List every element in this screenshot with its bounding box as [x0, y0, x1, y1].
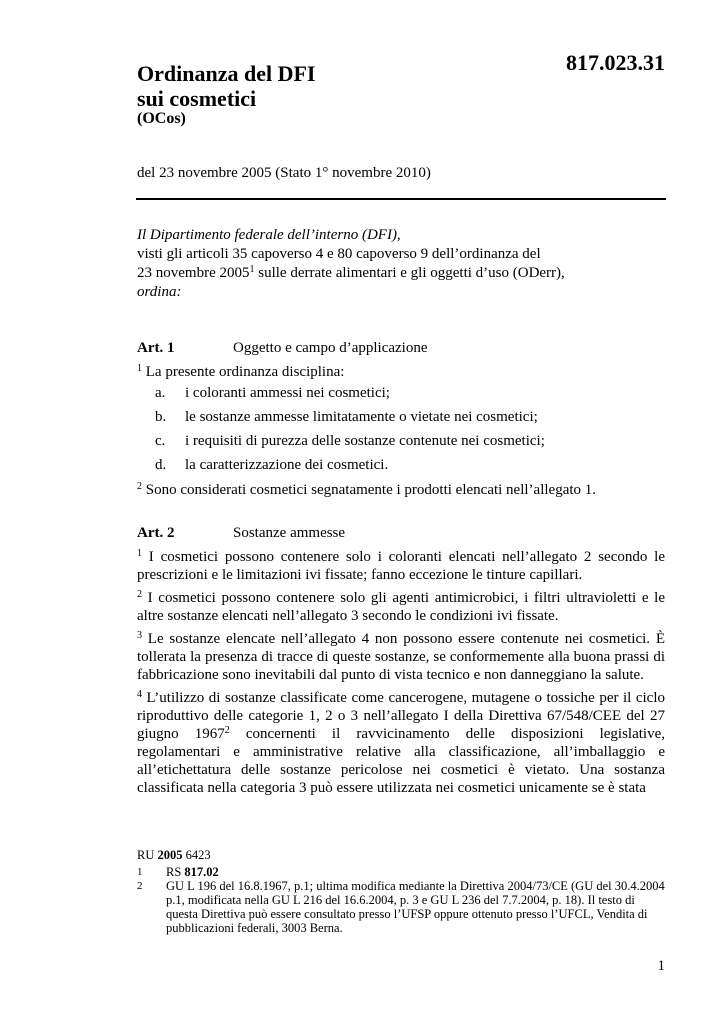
footnotes — [137, 848, 665, 935]
ru-page: 6423 — [182, 848, 211, 862]
footnote-ref-2[interactable]: 2 — [224, 725, 230, 736]
footnote-2 — [137, 879, 665, 935]
header-divider — [136, 198, 666, 200]
article-2-title: Sostanze ammesse — [233, 525, 346, 541]
paragraph-text-continued: concernenti il ravvicinamento delle disposizioni legislative, regolamentari e amministrative relative alla classificazione, all’imballaggio e all’etichettatura delle sostanze pericolose nei cosmetici è vietato. Una sostanza classificata nella categoria 3 può essere utilizzata nei cosmetici unicamente se è stata — [137, 726, 665, 796]
list-letter: d. — [155, 457, 167, 473]
title-line-1: Ordinanza del DFI — [137, 61, 316, 86]
paragraph-number: 4 — [137, 689, 142, 700]
preamble-date: 23 novembre 2005 — [137, 265, 250, 281]
article-2-number: Art. 2 — [137, 525, 175, 541]
paragraph-text: L’utilizzo di sostanze classificate come cancerogene, mutagene o tossiche per il ciclo riproduttivo delle categorie 1, 2 o 3 nell’allegato I della Direttiva 67/548/CEE del 27 giugno 1967 — [137, 690, 665, 742]
list-item — [137, 383, 665, 407]
paragraph-text: La presente ordinanza disciplina: — [142, 364, 345, 380]
article-2-paragraph-4 — [137, 689, 665, 797]
article-2-paragraph-3 — [137, 630, 665, 684]
ru-year: 2005 — [157, 848, 183, 862]
title-abbreviation: (OCos) — [137, 110, 186, 127]
list-item — [137, 455, 665, 479]
article-2-body — [137, 548, 665, 802]
preamble-line-2 — [137, 264, 667, 283]
ru-prefix: RU — [137, 848, 158, 862]
document-title — [137, 61, 315, 111]
footnote-text: GU L 196 del 16.8.1967, p.1; ultima modifica mediante la Direttiva 2004/73/CE (GU del 30.4.2004 p.1, modificata nella GU L 216 del 16.6.2004, p. 3 e GU L 236 del 7.7.2004, p. 18). Il testo di questa Direttiva può essere consultato presso l’UFSP oppure ottenuto presso l’UFCL, Vendita di pubblicazioni federali, 3003 Berna. — [166, 879, 665, 935]
list-letter: b. — [155, 409, 167, 425]
article-1-body — [137, 363, 665, 504]
list-letter: a. — [155, 385, 166, 401]
ru-reference — [137, 848, 665, 862]
footnote-text — [166, 865, 219, 879]
preamble-ref: sulle derrate alimentari e gli oggetti d’uso (ODerr), — [254, 265, 565, 281]
footnote-1 — [137, 865, 665, 879]
date-line: del 23 novembre 2005 (Stato 1° novembre 2010) — [137, 165, 431, 181]
article-2-paragraph-1 — [137, 548, 665, 584]
article-2-heading — [137, 525, 345, 542]
paragraph-text: Sono considerati cosmetici segnatamente i prodotti elencati nell’allegato 1. — [142, 482, 597, 498]
article-1-paragraph-2 — [137, 481, 665, 499]
list-text: la caratterizzazione dei cosmetici. — [185, 457, 389, 473]
preamble-authority: Il Dipartimento federale dell’interno (DFI), — [137, 227, 401, 243]
paragraph-number: 2 — [137, 589, 142, 600]
preamble-ordina: ordina: — [137, 284, 182, 300]
preamble-line-1: visti gli articoli 35 capoverso 4 e 80 capoverso 9 dell’ordinanza del — [137, 246, 541, 262]
list-text: i coloranti ammessi nei cosmetici; — [185, 385, 390, 401]
footnote-ref-1[interactable]: 1 — [249, 264, 255, 275]
paragraph-text: Le sostanze elencate nell’allegato 4 non possono essere contenute nei cosmetici. È tollerata la presenza di tracce di queste sostanze, se conformemente alla buona prassi di fabbricazione sono inevitabili dal punto di vista tecnico e non danneggiano la salute. — [137, 631, 665, 683]
article-1-list — [137, 383, 665, 479]
article-1-paragraph-1 — [137, 363, 665, 381]
paragraph-text: I cosmetici possono contenere solo i coloranti elencati nell’allegato 2 secondo le prescrizioni e le limitazioni ivi fissate; fanno eccezione le tinture capillari. — [137, 549, 665, 583]
article-1-number: Art. 1 — [137, 340, 175, 356]
title-line-2: sui cosmetici — [137, 86, 257, 111]
list-letter: c. — [155, 433, 166, 449]
preamble — [137, 226, 667, 302]
article-1-title: Oggetto e campo d’applicazione — [233, 340, 428, 356]
list-text: le sostanze ammesse limitatamente o vietate nei cosmetici; — [185, 409, 538, 425]
footnote-number: 1 — [137, 866, 143, 878]
paragraph-number: 1 — [137, 363, 142, 374]
paragraph-number: 1 — [137, 548, 142, 559]
article-2-paragraph-2 — [137, 589, 665, 625]
page-number: 1 — [657, 958, 665, 974]
footnote-number: 2 — [137, 880, 143, 892]
footnote-bold: 817.02 — [184, 865, 219, 879]
paragraph-number: 3 — [137, 630, 142, 641]
paragraph-number: 2 — [137, 481, 142, 492]
list-item — [137, 431, 665, 455]
list-item — [137, 407, 665, 431]
paragraph-text: I cosmetici possono contenere solo gli agenti antimicrobici, i filtri ultravioletti e le altre sostanze elencati nell’allegato 3 secondo le condizioni ivi fissate. — [137, 590, 665, 624]
article-1-heading — [137, 340, 428, 357]
footnote-prefix: RS — [166, 865, 185, 879]
sr-number: 817.023.31 — [566, 50, 665, 75]
list-text: i requisiti di purezza delle sostanze contenute nei cosmetici; — [185, 433, 545, 449]
